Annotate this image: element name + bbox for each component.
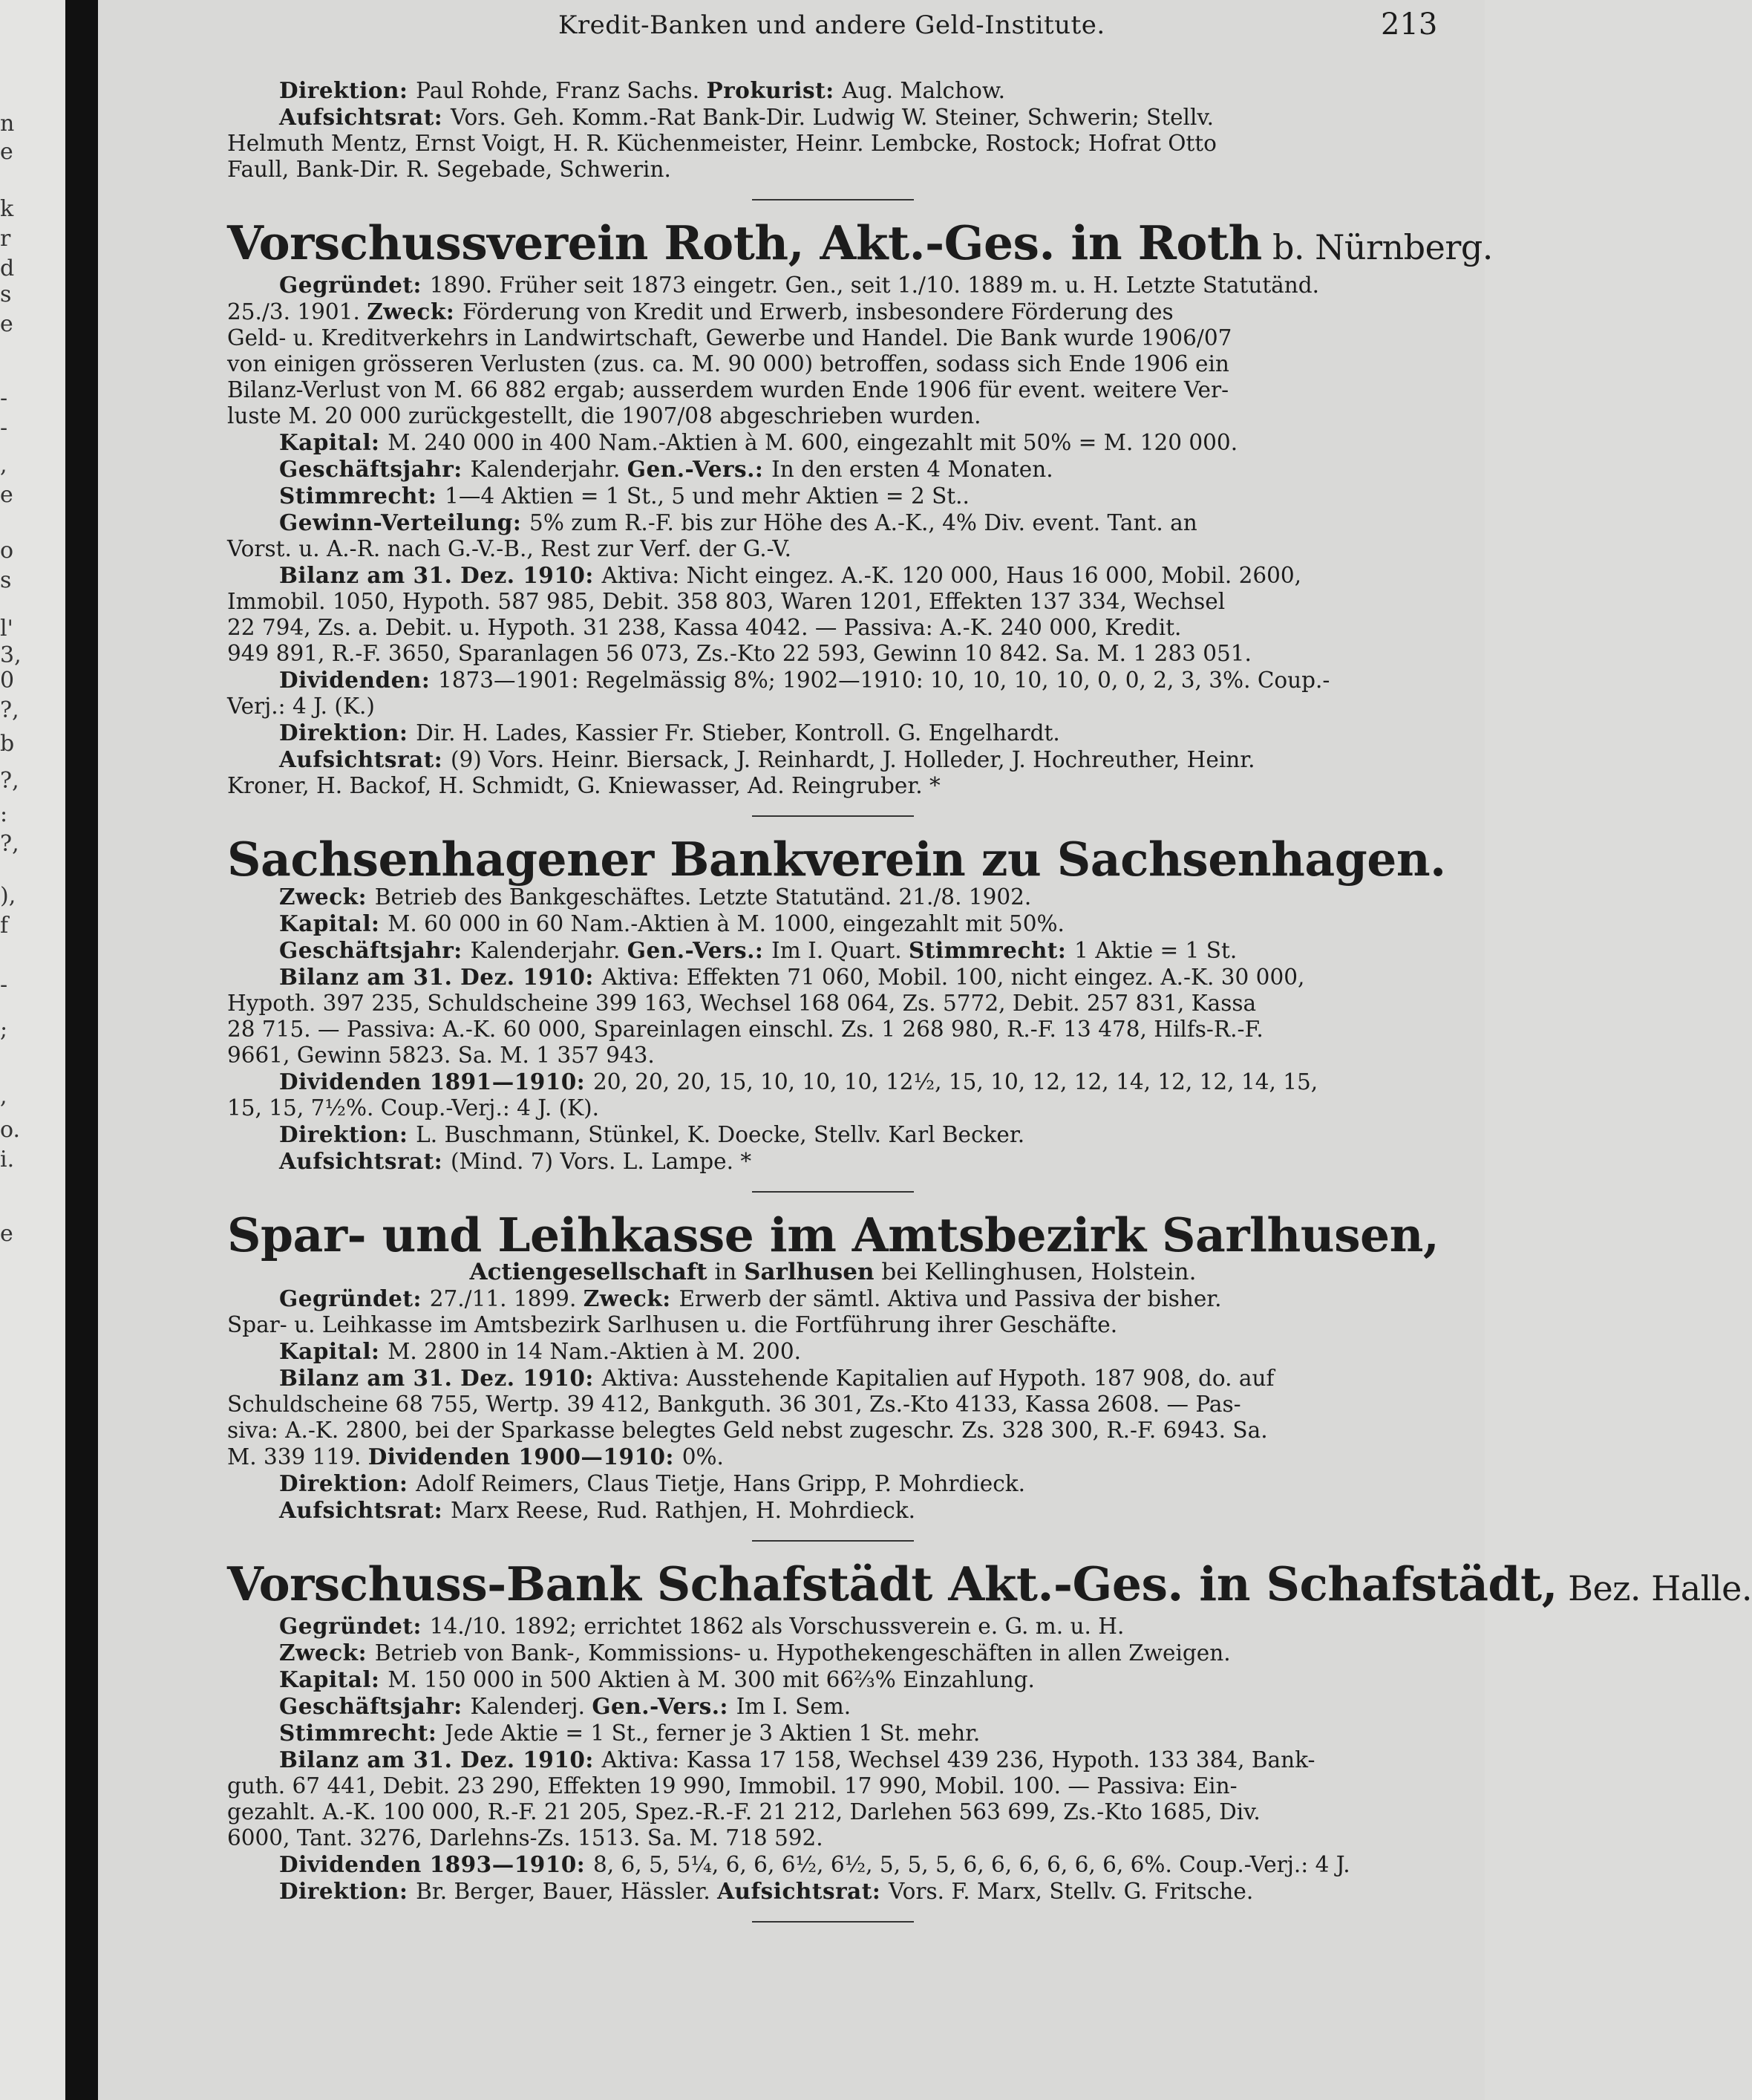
spine-glyph: o xyxy=(0,538,14,564)
spine-glyph: r xyxy=(0,226,11,252)
field-label: Bilanz am 31. Dez. 1910: xyxy=(279,1365,602,1391)
field-label: Direktion: xyxy=(279,1878,416,1904)
spine-glyph: s xyxy=(0,567,12,593)
text-line xyxy=(227,351,1439,377)
spine-glyph: e xyxy=(0,311,13,337)
spine-glyph: - xyxy=(0,415,8,441)
field-text: 9661, Gewinn 5823. Sa. M. 1 357 943. xyxy=(227,1043,655,1068)
text-line xyxy=(227,589,1439,615)
field-text: 27./11. 1899. xyxy=(429,1286,584,1311)
field-text: 15, 15, 7½%. Coup.-Verj.: 4 J. (K). xyxy=(227,1095,600,1121)
binding-gutter xyxy=(65,0,98,2100)
field-label: Dividenden: xyxy=(279,667,438,693)
field-text: M. 60 000 in 60 Nam.-Aktien à M. 1000, eingezahlt mit 50%. xyxy=(388,911,1065,936)
field-label: Aufsichtsrat: xyxy=(717,1878,889,1904)
text-line xyxy=(227,1392,1439,1418)
field-label: Direktion: xyxy=(279,720,416,746)
field-label: Stimmrecht: xyxy=(279,1720,445,1746)
section-divider xyxy=(752,815,914,817)
field-label: Gegründet: xyxy=(279,1285,430,1311)
text-line xyxy=(227,1878,1439,1905)
text-line xyxy=(227,536,1439,562)
field-label: Direktion: xyxy=(279,1470,416,1496)
field-label: Gewinn-Verteilung: xyxy=(279,509,530,535)
field-label: Zweck: xyxy=(279,884,375,910)
field-text: (Mind. 7) Vors. L. Lampe. * xyxy=(450,1149,752,1174)
field-text: Immobil. 1050, Hypoth. 587 985, Debit. 358 803, Waren 1201, Effekten 137 334, Wechsel xyxy=(227,589,1226,614)
spine-glyph: f xyxy=(0,913,9,939)
spine-glyph: o. xyxy=(0,1117,21,1143)
field-text: Aktiva: Ausstehende Kapitalien auf Hypoth. 187 908, do. auf xyxy=(601,1366,1275,1391)
text-line xyxy=(227,157,1439,183)
field-text: M. 339 119. xyxy=(227,1444,368,1470)
spine-glyph: ; xyxy=(0,1017,8,1043)
section-entry-sarlhusen xyxy=(227,1207,1439,1524)
field-label: Stimmrecht: xyxy=(909,937,1075,963)
text-line xyxy=(227,720,1439,746)
section-divider xyxy=(752,1191,914,1193)
spine-glyph: s xyxy=(0,281,12,307)
text-line xyxy=(227,1799,1439,1825)
field-text: In den ersten 4 Monaten. xyxy=(771,457,1053,482)
field-text: Hypoth. 397 235, Schuldscheine 399 163, Wechsel 168 064, Zs. 5772, Debit. 257 831, Kassa xyxy=(227,991,1257,1016)
spine-glyph: 0 xyxy=(0,668,15,694)
field-label: Bilanz am 31. Dez. 1910: xyxy=(279,1747,602,1773)
field-text: guth. 67 441, Debit. 23 290, Effekten 19 990, Immobil. 17 990, Mobil. 100. — Passiva: Ein- xyxy=(227,1773,1238,1799)
subtitle-bold2: Sarlhusen xyxy=(744,1259,875,1285)
text-line xyxy=(227,884,1439,910)
field-label: Kapital: xyxy=(279,429,388,455)
text-line xyxy=(227,272,1439,299)
spine-glyph: ?, xyxy=(0,768,19,794)
text-line xyxy=(227,1338,1439,1365)
text-line xyxy=(227,562,1439,589)
text-line xyxy=(227,1148,1439,1175)
page-content xyxy=(227,77,1752,1940)
field-label: Gegründet: xyxy=(279,1613,430,1639)
field-text: von einigen grösseren Verlusten (zus. ca. M. 90 000) betroffen, sodass sich Ende 1906 ein xyxy=(227,351,1229,376)
section-lines xyxy=(227,1613,1439,1905)
spine-glyph: n xyxy=(0,111,15,137)
spine-glyph: - xyxy=(0,385,8,411)
field-text: gezahlt. A.-K. 100 000, R.-F. 21 205, Spez.-R.-F. 21 212, Darlehen 563 699, Zs.-Kto 1685, Div. xyxy=(227,1799,1261,1825)
text-line xyxy=(227,377,1439,403)
field-text: Helmuth Mentz, Ernst Voigt, H. R. Küchenmeister, Heinr. Lembcke, Rostock; Hofrat Otto xyxy=(227,131,1217,156)
section-title: Spar- und Leihkasse im Amtsbezirk Sarlhusen, xyxy=(227,1207,1439,1262)
section-entry-sachsenhagener xyxy=(227,832,1446,1175)
field-label: Geschäftsjahr: xyxy=(279,1693,471,1719)
section-lines xyxy=(227,1285,1439,1524)
field-label: Gen.-Vers.: xyxy=(627,937,772,963)
text-line xyxy=(227,1285,1439,1312)
field-text: Vors. F. Marx, Stellv. G. Fritsche. xyxy=(889,1879,1254,1904)
field-text: Aktiva: Effekten 71 060, Mobil. 100, nicht eingez. A.-K. 30 000, xyxy=(601,965,1305,990)
spine-glyph: e xyxy=(0,139,13,165)
section-lines xyxy=(227,272,1439,799)
field-label: Kapital: xyxy=(279,910,388,936)
field-text: Spar- u. Leihkasse im Amtsbezirk Sarlhusen u. die Fortführung ihrer Geschäfte. xyxy=(227,1312,1118,1337)
text-line xyxy=(227,910,1439,937)
field-label: Dividenden 1893—1910: xyxy=(279,1851,593,1877)
field-text: 1 Aktie = 1 St. xyxy=(1074,938,1238,963)
field-label: Kapital: xyxy=(279,1338,388,1364)
spine-glyph: : xyxy=(0,801,8,827)
field-label: Aufsichtsrat: xyxy=(279,1497,451,1523)
subtitle-mid: in xyxy=(707,1259,745,1285)
field-label: Bilanz am 31. Dez. 1910: xyxy=(279,964,602,990)
running-header: Kredit-Banken und andere Geld-Institute. xyxy=(558,10,1105,40)
spine-glyph: , xyxy=(0,1083,7,1109)
field-text: siva: A.-K. 2800, bei der Sparkasse belegtes Geld nebst zugeschr. Zs. 328 300, R.-F. 6943. Sa. xyxy=(227,1418,1268,1443)
section-title xyxy=(227,215,1493,272)
text-line xyxy=(227,403,1439,429)
field-text: Faull, Bank-Dir. R. Segebade, Schwerin. xyxy=(227,157,671,182)
field-text: Betrieb von Bank-, Kommissions- u. Hypothekengeschäften in allen Zweigen. xyxy=(374,1640,1231,1666)
field-text: Vors. Geh. Komm.-Rat Bank-Dir. Ludwig W. Steiner, Schwerin; Stellv. xyxy=(450,105,1214,130)
text-line xyxy=(227,1069,1439,1095)
field-label: Gen.-Vers.: xyxy=(592,1693,736,1719)
text-line xyxy=(227,773,1439,799)
text-line xyxy=(227,615,1439,641)
text-line xyxy=(227,1365,1439,1392)
text-line xyxy=(227,456,1439,483)
spine-glyph: b xyxy=(0,731,15,757)
text-line xyxy=(227,937,1439,964)
field-label: Gen.-Vers.: xyxy=(627,456,772,482)
section-entry-vorschussverein-roth xyxy=(227,215,1493,799)
field-label: Kapital: xyxy=(279,1666,388,1692)
field-label: Bilanz am 31. Dez. 1910: xyxy=(279,562,602,588)
spine-glyph: k xyxy=(0,196,14,222)
field-text: 1890. Früher seit 1873 eingetr. Gen., seit 1./10. 1889 m. u. H. Letzte Statutänd. xyxy=(429,273,1320,298)
spine-glyph: e xyxy=(0,1221,13,1247)
field-text: (9) Vors. Heinr. Biersack, J. Reinhardt, J. Holleder, J. Hochreuther, Heinr. xyxy=(450,747,1255,772)
field-text: Schuldscheine 68 755, Wertp. 39 412, Bankguth. 36 301, Zs.-Kto 4133, Kassa 2608. — Pas- xyxy=(227,1392,1241,1417)
section-title xyxy=(227,1556,1752,1613)
field-text: Marx Reese, Rud. Rathjen, H. Mohrdieck. xyxy=(450,1498,915,1523)
spine-glyph: ?, xyxy=(0,697,19,723)
field-text: Betrieb des Bankgeschäftes. Letzte Statutänd. 21./8. 1902. xyxy=(374,884,1032,910)
field-label: Prokurist: xyxy=(706,77,843,103)
field-label: Gegründet: xyxy=(279,272,430,298)
text-line xyxy=(227,1720,1439,1747)
text-line xyxy=(227,1470,1439,1497)
field-label: Geschäftsjahr: xyxy=(279,937,471,963)
section-subtitle xyxy=(227,1259,1439,1285)
text-line xyxy=(227,1825,1439,1851)
field-text: Erwerb der sämtl. Aktiva und Passiva der bisher. xyxy=(679,1286,1222,1311)
field-text: Förderung von Kredit und Erwerb, insbesondere Förderung des xyxy=(462,299,1174,325)
field-text: 1—4 Aktien = 1 St., 5 und mehr Aktien = 2 St.. xyxy=(445,483,970,509)
field-text: Kalenderjahr. xyxy=(470,457,627,482)
text-line xyxy=(227,1747,1439,1773)
spine-glyph: ?, xyxy=(0,831,19,857)
field-text: Verj.: 4 J. (K.) xyxy=(227,694,375,719)
title-main: Vorschuss-Bank Schafstädt Akt.-Ges. in Schafstädt, xyxy=(227,1556,1558,1611)
field-text: Im I. Quart. xyxy=(771,938,909,963)
field-text: luste M. 20 000 zurückgestellt, die 1907/08 abgeschrieben wurden. xyxy=(227,403,981,428)
spine-glyph: ), xyxy=(0,883,16,909)
text-line xyxy=(227,299,1439,325)
field-label: Aufsichtsrat: xyxy=(279,1148,451,1174)
page-number: 213 xyxy=(1381,7,1438,42)
field-text: Br. Berger, Bauer, Hässler. xyxy=(416,1879,718,1904)
field-text: M. 2800 in 14 Nam.-Aktien à M. 200. xyxy=(388,1339,801,1364)
field-label: Aufsichtsrat: xyxy=(279,746,451,772)
field-text: 0%. xyxy=(681,1444,724,1470)
text-line xyxy=(227,991,1439,1017)
section-divider xyxy=(752,1921,914,1923)
field-text: 1873—1901: Regelmässig 8%; 1902—1910: 10, 10, 10, 10, 0, 0, 2, 3, 3%. Coup.- xyxy=(437,668,1330,693)
text-line xyxy=(227,1121,1439,1148)
field-text: 6000, Tant. 3276, Darlehns-Zs. 1513. Sa. M. 718 592. xyxy=(227,1825,823,1850)
book-page xyxy=(98,0,1752,2100)
section-entry-schafstaedt xyxy=(227,1556,1752,1905)
field-label: Geschäftsjahr: xyxy=(279,456,471,482)
text-line xyxy=(227,429,1439,456)
field-text: Adolf Reimers, Claus Tietje, Hans Gripp, P. Mohrdieck. xyxy=(416,1471,1025,1496)
text-line xyxy=(227,104,1439,131)
text-line xyxy=(227,1640,1439,1666)
text-line xyxy=(227,325,1439,351)
text-line xyxy=(227,483,1439,509)
spine-glyph: l' xyxy=(0,616,13,642)
text-line xyxy=(227,667,1439,694)
field-text: Aug. Malchow. xyxy=(842,78,1005,103)
book-spine-margin xyxy=(0,0,98,2100)
text-line xyxy=(227,1312,1439,1338)
field-text: Im I. Sem. xyxy=(736,1694,852,1719)
field-text: Jede Aktie = 1 St., ferner je 3 Aktien 1 St. mehr. xyxy=(445,1721,981,1746)
text-line xyxy=(227,1444,1439,1470)
section-divider xyxy=(752,1540,914,1542)
field-text: Kalenderj. xyxy=(470,1694,592,1719)
text-line xyxy=(227,746,1439,773)
text-line xyxy=(227,1497,1439,1524)
field-text: Aktiva: Nicht eingez. A.-K. 120 000, Haus 16 000, Mobil. 2600, xyxy=(601,563,1302,588)
field-text: 5% zum R.-F. bis zur Höhe des A.-K., 4% Div. event. Tant. an xyxy=(529,510,1197,535)
field-text: 25./3. 1901. xyxy=(227,299,367,325)
text-line xyxy=(227,694,1439,720)
field-text: 949 891, R.-F. 3650, Sparanlagen 56 073, Zs.-Kto 22 593, Gewinn 10 842. Sa. M. 1 283 051. xyxy=(227,641,1252,666)
text-line xyxy=(227,641,1439,667)
section-entry-0 xyxy=(227,77,1439,183)
field-label: Zweck: xyxy=(583,1285,679,1311)
field-text: M. 240 000 in 400 Nam.-Aktien à M. 600, eingezahlt mit 50% = M. 120 000. xyxy=(388,430,1238,455)
text-line xyxy=(227,1773,1439,1799)
field-label: Stimmrecht: xyxy=(279,483,445,509)
field-text: Vorst. u. A.-R. nach G.-V.-B., Rest zur Verf. der G.-V. xyxy=(227,536,791,561)
text-line xyxy=(227,1613,1439,1640)
field-text: Paul Rohde, Franz Sachs. xyxy=(416,78,707,103)
spine-glyph: d xyxy=(0,255,15,281)
field-text: Geld- u. Kreditverkehrs in Landwirtschaft, Gewerbe und Handel. Die Bank wurde 1906/07 xyxy=(227,325,1232,350)
field-text: 28 715. — Passiva: A.-K. 60 000, Spareinlagen einschl. Zs. 1 268 980, R.-F. 13 478, Hilfs-R.-F. xyxy=(227,1017,1264,1042)
subtitle-bold: Actiengesellschaft xyxy=(469,1259,707,1285)
spine-glyph: 3, xyxy=(0,642,22,668)
field-text: Bilanz-Verlust von M. 66 882 ergab; ausserdem wurden Ende 1906 für event. weitere Ver- xyxy=(227,377,1229,402)
field-text: L. Buschmann, Stünkel, K. Doecke, Stellv. Karl Becker. xyxy=(416,1122,1025,1147)
text-line xyxy=(227,1095,1439,1121)
title-small: b. Nürnberg. xyxy=(1261,227,1493,267)
spine-glyph: - xyxy=(0,972,8,998)
title-small: Bez. Halle. xyxy=(1557,1568,1752,1608)
field-text: Aktiva: Kassa 17 158, Wechsel 439 236, Hypoth. 133 384, Bank- xyxy=(601,1747,1315,1773)
field-label: Zweck: xyxy=(367,299,462,325)
field-text: 14./10. 1892; errichtet 1862 als Vorschussverein e. G. m. u. H. xyxy=(429,1614,1125,1639)
field-text: Dir. H. Lades, Kassier Fr. Stieber, Kontroll. G. Engelhardt. xyxy=(416,720,1060,746)
field-label: Dividenden 1900—1910: xyxy=(367,1444,682,1470)
spine-glyph: i. xyxy=(0,1147,15,1173)
text-line xyxy=(227,1693,1439,1720)
field-text: M. 150 000 in 500 Aktien à M. 300 mit 66⅔% Einzahlung. xyxy=(388,1667,1035,1692)
section-title: Sachsenhagener Bankverein zu Sachsenhagen. xyxy=(227,832,1446,887)
text-line xyxy=(227,1043,1439,1069)
spine-glyph: , xyxy=(0,452,7,478)
field-text: Kroner, H. Backof, H. Schmidt, G. Kniewasser, Ad. Reingruber. * xyxy=(227,773,941,798)
text-line xyxy=(227,1666,1439,1693)
field-text: Kalenderjahr. xyxy=(470,938,627,963)
section-lines xyxy=(227,77,1439,183)
section-divider xyxy=(752,199,914,200)
field-text: 8, 6, 5, 5¼, 6, 6, 6½, 6½, 5, 5, 5, 6, 6, 6, 6, 6, 6, 6%. Coup.-Verj.: 4 J. xyxy=(592,1852,1350,1877)
text-line xyxy=(227,1851,1439,1878)
text-line xyxy=(227,509,1439,536)
text-line xyxy=(227,1017,1439,1043)
subtitle-rest: bei Kellinghusen, Holstein. xyxy=(874,1259,1197,1285)
field-label: Direktion: xyxy=(279,1121,416,1147)
section-lines xyxy=(227,884,1439,1175)
field-label: Dividenden 1891—1910: xyxy=(279,1069,593,1095)
text-line xyxy=(227,1418,1439,1444)
field-text: 22 794, Zs. a. Debit. u. Hypoth. 31 238, Kassa 4042. — Passiva: A.-K. 240 000, Kredit. xyxy=(227,615,1182,640)
text-line xyxy=(227,964,1439,991)
field-label: Zweck: xyxy=(279,1640,375,1666)
spine-glyph: e xyxy=(0,482,13,508)
title-main: Vorschussverein Roth, Akt.-Ges. in Roth xyxy=(227,215,1262,270)
field-label: Aufsichtsrat: xyxy=(279,104,451,130)
text-line xyxy=(227,131,1439,157)
field-label: Direktion: xyxy=(279,77,416,103)
field-text: 20, 20, 20, 15, 10, 10, 10, 12½, 15, 10, 12, 12, 14, 12, 12, 14, 15, xyxy=(592,1069,1318,1095)
text-line xyxy=(227,77,1439,104)
